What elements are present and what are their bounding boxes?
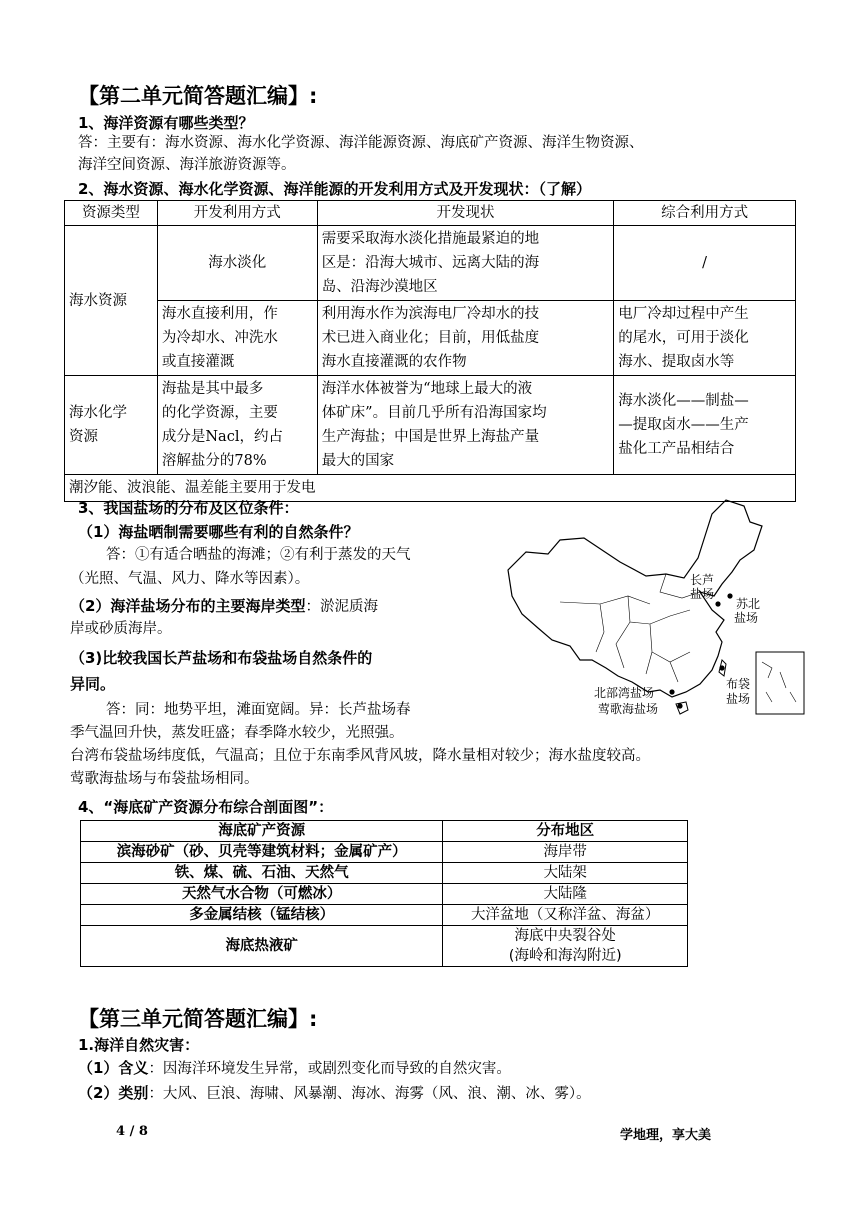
cell-line: 海水直接利用，作 <box>161 306 278 322</box>
q1-answer-line2: 海洋空间资源、海洋旅游资源等。 <box>78 157 296 173</box>
seabed-mineral-table <box>80 820 688 967</box>
south-sea-inset <box>756 652 804 714</box>
q3-sub3-title1: （3)比较我国长芦盐场和布袋盐场自然条件的 <box>70 649 373 667</box>
categories-label: （2）类别 <box>78 1084 149 1102</box>
q3-sub2-answer2: 岸或砂质海岸。 <box>70 621 172 637</box>
energy-cell: 潮汐能、波浪能、温差能主要用于发电 <box>65 475 796 502</box>
region-cell: 大陆隆 <box>443 884 688 905</box>
map-label-yinggehai: 莺歌海盐场 <box>598 702 659 716</box>
table-row <box>65 376 796 475</box>
cell-line: 海盐是其中最多 <box>161 381 264 397</box>
cell-line: 盐化工产品相结合 <box>618 441 735 457</box>
cell-line: 需要采取海水淡化措施最紧迫的地 <box>321 231 540 247</box>
map-label-subei2: 盐场 <box>734 611 759 625</box>
cell-line: 区是：沿海大城市、远离大陆的海 <box>321 255 540 271</box>
beibuwan-marker <box>669 689 674 694</box>
method-cell: 海水淡化 <box>157 226 317 301</box>
q3-sub3-answer2: 季气温回升快，蒸发旺盛；春季降水较少，光照强。 <box>70 725 404 741</box>
cell-line: 溶解盐分的78% <box>161 453 267 469</box>
q3-sub1-title: （1）海盐晒制需要哪些有利的自然条件？ <box>78 523 359 541</box>
mineral-cell: 铁、煤、硫、石油、天然气 <box>81 863 443 884</box>
comp-cell: / <box>614 226 796 301</box>
map-label-changlu2: 盐场 <box>690 587 715 601</box>
header-cell: 资源类型 <box>65 201 158 226</box>
table-row <box>81 926 688 967</box>
cell-line: 最大的国家 <box>321 453 395 469</box>
map-label-beibuwan: 北部湾盐场 <box>594 686 655 700</box>
mineral-cell: 滨海砂矿（砂、贝壳等建筑材料；金属矿产） <box>81 842 443 863</box>
header-cell: 海底矿产资源 <box>81 821 443 842</box>
table-header-row <box>65 201 796 226</box>
comp-cell <box>614 376 796 475</box>
region-cell: 大洋盆地（又称洋盆、海盆） <box>443 905 688 926</box>
mineral-cell: 海底热液矿 <box>81 926 443 967</box>
cell-line: 利用海水作为滨海电厂冷却水的技 <box>321 306 540 322</box>
cell-line: 生产海盐；中国是世界上海盐产量 <box>321 429 540 445</box>
cell-line: 电厂冷却过程中产生 <box>618 306 749 322</box>
yinggehai-marker <box>677 703 682 708</box>
mineral-cell: 多金属结核（锰结核） <box>81 905 443 926</box>
q3-sub3-answer3: 台湾布袋盐场纬度低，气温高；且位于东南季风背风坡，降水量相对较少；海水盐度较高。 <box>70 748 650 764</box>
method-cell <box>157 301 317 376</box>
cell-line: 的化学资源，主要 <box>161 405 278 421</box>
cell-line: 岛、沿海沙漠地区 <box>321 279 438 295</box>
cell-line: 为冷却水、冲洗水 <box>161 330 278 346</box>
status-cell <box>317 376 614 475</box>
province-borders <box>560 574 700 682</box>
map-label-subei1: 苏北 <box>736 597 761 611</box>
unit3-categories <box>78 1083 591 1104</box>
q1-title: 1、海洋资源有哪些类型？ <box>78 114 254 132</box>
cell-line: 资源 <box>69 429 98 445</box>
budai-marker <box>719 665 724 670</box>
map-label-budai2: 盐场 <box>726 692 751 706</box>
cell-line: 海洋水体被誉为“地球上最大的液 <box>321 381 533 397</box>
header-cell: 综合利用方式 <box>614 201 796 226</box>
definition-label: （1）含义 <box>78 1059 149 1077</box>
region-cell <box>443 926 688 967</box>
table-row <box>65 226 796 301</box>
q3-sub1-answer1: 答：①有适合晒盐的海滩；②有利于蒸发的天气 <box>106 547 411 563</box>
hainan-island <box>676 702 688 714</box>
q3-sub1-answer2: （光照、气温、风力、降水等因素）。 <box>70 571 310 587</box>
cell-line: 术已进入商业化；目前，用低盐度 <box>321 330 540 346</box>
cell-line: 海水淡化——制盐— <box>618 393 749 409</box>
q3-sub3-answer1: 答：同：地势平坦，滩面宽阔。异：长芦盐场春 <box>106 702 411 718</box>
status-cell <box>317 226 614 301</box>
q2-title: 2、海水资源、海水化学资源、海洋能源的开发利用方式及开发现状：（了解） <box>78 180 591 198</box>
table-row <box>81 884 688 905</box>
cell-line: (海岭和海沟附近) <box>508 948 622 964</box>
cell-line: 的尾水，可用于淡化 <box>618 330 749 346</box>
unit3-q1-title: 1.海洋自然灾害： <box>78 1036 200 1054</box>
table-row <box>81 863 688 884</box>
method-cell <box>157 376 317 475</box>
categories-text: ：大风、巨浪、海啸、风暴潮、海冰、海雾（风、浪、潮、冰、雾）。 <box>148 1086 591 1102</box>
south-sea-islands <box>762 662 796 702</box>
q4-title: 4、“海底矿产资源分布综合剖面图”： <box>78 798 334 816</box>
definition-text: ：因海洋环境发生异常，或剧烈变化而导致的自然灾害。 <box>148 1061 511 1077</box>
cell-line: 海底中央裂谷处 <box>514 928 616 944</box>
q3-sub2 <box>70 596 378 617</box>
q3-title: 3、我国盐场的分布及区位条件： <box>78 499 299 517</box>
q3-sub3-answer4: 莺歌海盐场与布袋盐场相同。 <box>70 771 259 787</box>
header-cell: 开发现状 <box>317 201 614 226</box>
subei-marker <box>727 593 732 598</box>
china-saltfield-map <box>500 492 810 727</box>
map-label-budai1: 布袋 <box>726 677 751 691</box>
header-cell: 开发利用方式 <box>157 201 317 226</box>
resource-table <box>64 200 796 502</box>
q3-sub2-answer1: ：淤泥质海 <box>305 599 378 615</box>
footer-slogan: 学地理，享大美 <box>620 1128 712 1143</box>
unit2-heading: 【第二单元简答题汇编】: <box>78 84 318 108</box>
page-number: 4 / 8 <box>116 1124 148 1139</box>
resource-type-cell <box>65 376 158 475</box>
q3-sub3-title2: 异同。 <box>70 675 116 693</box>
unit3-definition <box>78 1058 511 1079</box>
resource-type-cell: 海水资源 <box>65 226 158 376</box>
cell-line: 海水化学 <box>69 405 127 421</box>
q1-answer-line1: 答：主要有：海水资源、海水化学资源、海洋能源资源、海底矿产资源、海洋生物资源、 <box>78 135 644 151</box>
status-cell <box>317 301 614 376</box>
region-cell: 海岸带 <box>443 842 688 863</box>
changlu-marker <box>715 601 720 606</box>
unit3-heading: 【第三单元简答题汇编】: <box>78 1007 318 1031</box>
cell-line: —提取卤水——生产 <box>618 417 749 433</box>
header-cell: 分布地区 <box>443 821 688 842</box>
map-label-changlu1: 长芦 <box>690 573 715 587</box>
region-cell: 大陆架 <box>443 863 688 884</box>
comp-cell <box>614 301 796 376</box>
mineral-cell: 天然气水合物（可燃冰） <box>81 884 443 905</box>
cell-line: 海水直接灌溉的农作物 <box>321 354 467 370</box>
table-row <box>65 301 796 376</box>
table-row <box>81 905 688 926</box>
cell-line: 成分是Nacl，约占 <box>161 429 283 445</box>
q3-sub2-title: （2）海洋盐场分布的主要海岸类型 <box>70 597 306 615</box>
table-header-row <box>81 821 688 842</box>
cell-line: 体矿床”。目前几乎所有沿海国家均 <box>321 405 547 421</box>
cell-line: 或直接灌溉 <box>161 354 235 370</box>
table-row <box>81 842 688 863</box>
cell-line: 海水、提取卤水等 <box>618 354 735 370</box>
